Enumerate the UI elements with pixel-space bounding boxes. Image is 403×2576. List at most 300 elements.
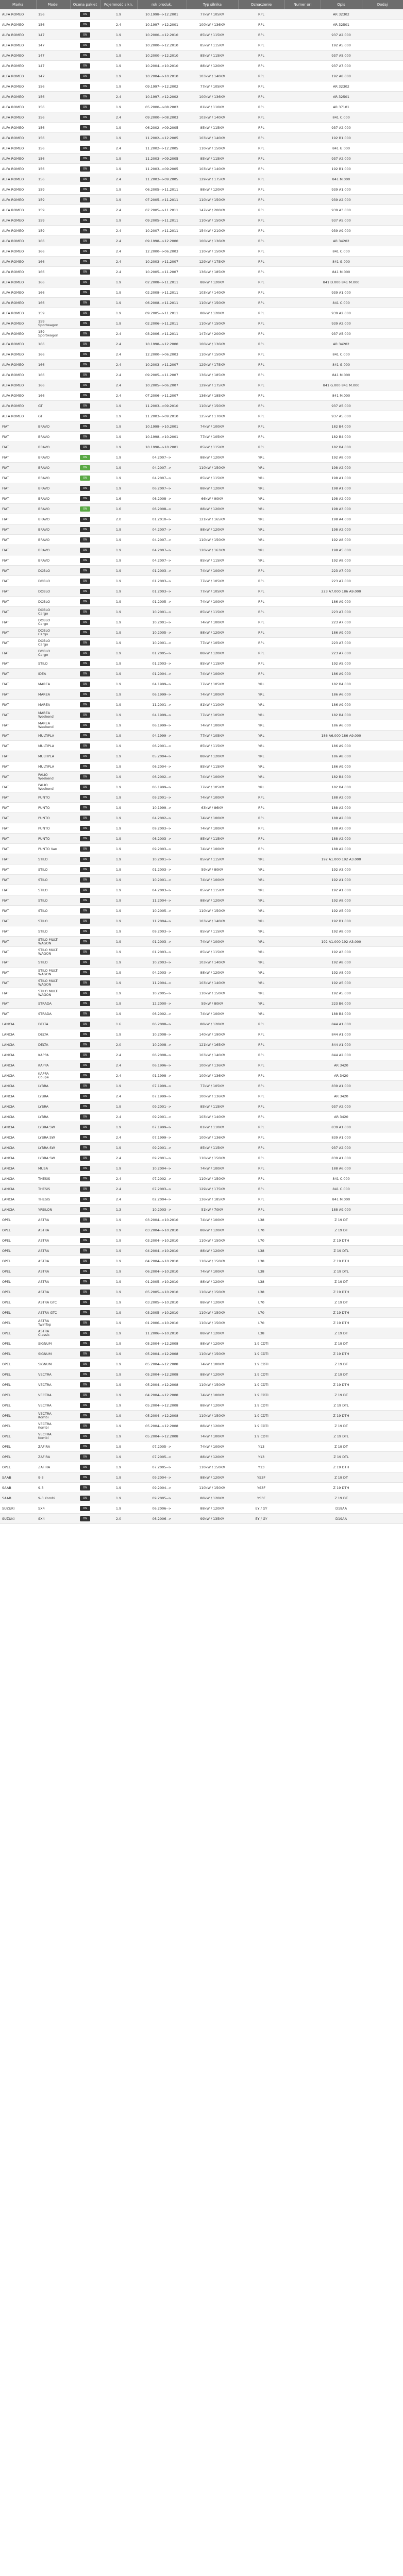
rating-badge[interactable]: ON <box>80 857 90 862</box>
cell-ocena[interactable] <box>70 421 100 432</box>
rating-badge[interactable]: ON <box>80 1042 90 1047</box>
rating-badge[interactable]: ON <box>80 1403 90 1408</box>
cell-ocena[interactable] <box>70 720 100 731</box>
cell-ocena[interactable] <box>70 473 100 483</box>
cell-ocena[interactable] <box>70 1338 100 1349</box>
cell-ocena[interactable] <box>70 380 100 391</box>
rating-badge[interactable]: ON <box>80 32 90 38</box>
rating-badge[interactable]: ON <box>80 816 90 821</box>
cell-ocena[interactable] <box>70 133 100 143</box>
rating-badge[interactable]: ON <box>80 1269 90 1274</box>
cell-ocena[interactable] <box>70 710 100 720</box>
cell-ocena[interactable] <box>70 318 100 329</box>
cell-ocena[interactable] <box>70 287 100 298</box>
cell-ocena[interactable] <box>70 1308 100 1318</box>
cell-ocena[interactable] <box>70 1256 100 1266</box>
rating-badge[interactable]: ON <box>80 414 90 419</box>
rating-badge[interactable]: ON <box>80 527 90 532</box>
cell-ocena[interactable] <box>70 1503 100 1514</box>
header-ocena[interactable]: Ocena pakiet <box>70 0 100 9</box>
cell-ocena[interactable] <box>70 1132 100 1143</box>
rating-badge[interactable]: ON <box>80 1228 90 1233</box>
header-oznaczenie[interactable]: Oznaczenie <box>238 0 284 9</box>
cell-ocena[interactable] <box>70 782 100 792</box>
cell-ocena[interactable] <box>70 1225 100 1235</box>
rating-badge[interactable]: ON <box>80 1444 90 1449</box>
cell-ocena[interactable] <box>70 679 100 689</box>
cell-ocena[interactable] <box>70 823 100 834</box>
cell-ocena[interactable] <box>70 545 100 555</box>
cell-ocena[interactable] <box>70 442 100 452</box>
rating-badge[interactable]: ON <box>80 1290 90 1295</box>
cell-ocena[interactable] <box>70 658 100 669</box>
rating-badge[interactable]: ON <box>80 269 90 275</box>
cell-ocena[interactable] <box>70 875 100 885</box>
cell-ocena[interactable] <box>70 803 100 813</box>
rating-badge[interactable]: ON <box>80 919 90 924</box>
cell-ocena[interactable] <box>70 329 100 339</box>
rating-badge[interactable]: ON <box>80 156 90 161</box>
cell-ocena[interactable] <box>70 854 100 865</box>
rating-badge[interactable]: ON <box>80 486 90 491</box>
rating-badge[interactable]: ON <box>80 393 90 398</box>
cell-ocena[interactable] <box>70 926 100 937</box>
rating-badge[interactable]: ON <box>80 331 90 336</box>
cell-ocena[interactable] <box>70 648 100 658</box>
rating-badge[interactable]: ON <box>80 1011 90 1016</box>
cell-ocena[interactable] <box>70 1194 100 1205</box>
cell-ocena[interactable] <box>70 1297 100 1308</box>
cell-ocena[interactable] <box>70 947 100 957</box>
rating-badge[interactable]: ON <box>80 290 90 295</box>
cell-ocena[interactable] <box>70 813 100 823</box>
rating-badge[interactable]: ON <box>80 1279 90 1284</box>
rating-badge[interactable]: ON <box>80 682 90 687</box>
rating-badge[interactable]: ON <box>80 671 90 676</box>
cell-ocena[interactable] <box>70 597 100 607</box>
header-numer[interactable]: Numer ori <box>284 0 321 9</box>
rating-badge[interactable]: ON <box>80 1104 90 1109</box>
cell-ocena[interactable] <box>70 761 100 772</box>
cell-ocena[interactable] <box>70 452 100 463</box>
cell-ocena[interactable] <box>70 1349 100 1359</box>
cell-ocena[interactable] <box>70 71 100 81</box>
rating-badge[interactable]: ON <box>80 424 90 429</box>
rating-badge[interactable]: ON <box>80 403 90 409</box>
rating-badge[interactable]: ON <box>80 1454 90 1460</box>
cell-ocena[interactable] <box>70 535 100 545</box>
cell-ocena[interactable] <box>70 1205 100 1215</box>
rating-badge[interactable]: ON <box>80 754 90 759</box>
rating-badge[interactable]: ON <box>80 1166 90 1171</box>
rating-badge[interactable]: ON <box>80 795 90 800</box>
cell-ocena[interactable] <box>70 1019 100 1029</box>
rating-badge[interactable]: ON <box>80 1187 90 1192</box>
rating-badge[interactable]: ON <box>80 991 90 996</box>
cell-ocena[interactable] <box>70 1112 100 1122</box>
cell-ocena[interactable] <box>70 257 100 267</box>
cell-ocena[interactable] <box>70 236 100 246</box>
cell-ocena[interactable] <box>70 267 100 277</box>
rating-badge[interactable]: ON <box>80 877 90 883</box>
rating-badge[interactable]: ON <box>80 22 90 27</box>
cell-ocena[interactable] <box>70 1235 100 1246</box>
cell-ocena[interactable] <box>70 865 100 875</box>
rating-badge[interactable]: ON <box>80 311 90 316</box>
rating-badge[interactable]: ON <box>80 651 90 656</box>
cell-ocena[interactable] <box>70 1359 100 1369</box>
rating-badge[interactable]: ON <box>80 476 90 481</box>
cell-ocena[interactable] <box>70 20 100 30</box>
rating-badge[interactable]: ON <box>80 774 90 779</box>
rating-badge[interactable]: ON <box>80 362 90 367</box>
rating-badge[interactable]: ON <box>80 249 90 254</box>
cell-ocena[interactable] <box>70 1091 100 1101</box>
rating-badge[interactable]: ON <box>80 743 90 749</box>
cell-ocena[interactable] <box>70 1462 100 1472</box>
cell-ocena[interactable] <box>70 555 100 566</box>
cell-ocena[interactable] <box>70 906 100 916</box>
rating-badge[interactable]: ON <box>80 1475 90 1480</box>
rating-badge[interactable]: ON <box>80 372 90 378</box>
rating-badge[interactable]: ON <box>80 1310 90 1315</box>
rating-badge[interactable]: ON <box>80 218 90 223</box>
cell-ocena[interactable] <box>70 689 100 700</box>
cell-ocena[interactable] <box>70 215 100 226</box>
rating-badge[interactable]: ON <box>80 1362 90 1367</box>
cell-ocena[interactable] <box>70 741 100 751</box>
rating-badge[interactable]: ON <box>80 1094 90 1099</box>
cell-ocena[interactable] <box>70 349 100 360</box>
cell-ocena[interactable] <box>70 277 100 287</box>
rating-badge[interactable]: ON <box>80 177 90 182</box>
rating-badge[interactable]: ON <box>80 579 90 584</box>
rating-badge[interactable]: ON <box>80 1259 90 1264</box>
cell-ocena[interactable] <box>70 401 100 411</box>
rating-badge[interactable]: ON <box>80 280 90 285</box>
cell-ocena[interactable] <box>70 1277 100 1287</box>
rating-badge[interactable]: ON <box>80 846 90 852</box>
rating-badge[interactable]: ON <box>80 1331 90 1336</box>
cell-ocena[interactable] <box>70 968 100 978</box>
rating-badge[interactable]: ON <box>80 1207 90 1212</box>
cell-ocena[interactable] <box>70 40 100 50</box>
rating-badge[interactable]: ON <box>80 548 90 553</box>
rating-badge[interactable]: ON <box>80 342 90 347</box>
cell-ocena[interactable] <box>70 483 100 494</box>
rating-badge[interactable]: ON <box>80 239 90 244</box>
rating-badge[interactable]: ON <box>80 1393 90 1398</box>
rating-badge[interactable]: ON <box>80 1351 90 1357</box>
cell-ocena[interactable] <box>70 463 100 473</box>
header-rok[interactable]: rok produk. <box>137 0 187 9</box>
rating-badge[interactable]: ON <box>80 1135 90 1140</box>
cell-ocena[interactable] <box>70 1060 100 1071</box>
cell-ocena[interactable] <box>70 834 100 844</box>
rating-badge[interactable]: ON <box>80 445 90 450</box>
rating-badge[interactable]: ON <box>80 146 90 151</box>
rating-badge[interactable]: ON <box>80 74 90 79</box>
cell-ocena[interactable] <box>70 1215 100 1225</box>
rating-badge[interactable]: ON <box>80 867 90 872</box>
rating-badge[interactable]: ON <box>80 929 90 934</box>
cell-ocena[interactable] <box>70 360 100 370</box>
cell-ocena[interactable] <box>70 885 100 895</box>
rating-badge[interactable]: ON <box>80 630 90 635</box>
rating-badge[interactable]: ON <box>80 785 90 790</box>
rating-badge[interactable]: ON <box>80 970 90 975</box>
cell-ocena[interactable] <box>70 772 100 782</box>
cell-ocena[interactable] <box>70 205 100 215</box>
rating-badge[interactable]: ON <box>80 620 90 625</box>
rating-badge[interactable]: ON <box>80 1372 90 1377</box>
rating-badge[interactable]: ON <box>80 723 90 728</box>
cell-ocena[interactable] <box>70 628 100 638</box>
cell-ocena[interactable] <box>70 1246 100 1256</box>
rating-badge[interactable]: ON <box>80 939 90 944</box>
cell-ocena[interactable] <box>70 617 100 628</box>
rating-badge[interactable]: ON <box>80 455 90 460</box>
rating-badge[interactable]: ON <box>80 589 90 594</box>
rating-badge[interactable]: ON <box>80 105 90 110</box>
rating-badge[interactable]: ON <box>80 537 90 543</box>
rating-badge[interactable]: ON <box>80 1145 90 1150</box>
rating-badge[interactable]: ON <box>80 1114 90 1120</box>
rating-badge[interactable]: ON <box>80 960 90 965</box>
cell-ocena[interactable] <box>70 638 100 648</box>
rating-badge[interactable]: ON <box>80 1382 90 1387</box>
cell-ocena[interactable] <box>70 123 100 133</box>
cell-ocena[interactable] <box>70 1153 100 1163</box>
rating-badge[interactable]: ON <box>80 836 90 841</box>
cell-ocena[interactable] <box>70 731 100 741</box>
rating-badge[interactable]: ON <box>80 1073 90 1078</box>
cell-ocena[interactable] <box>70 566 100 576</box>
cell-ocena[interactable] <box>70 607 100 617</box>
rating-badge[interactable]: ON <box>80 517 90 522</box>
rating-badge[interactable]: ON <box>80 115 90 120</box>
rating-badge[interactable]: ON <box>80 764 90 769</box>
rating-badge[interactable]: ON <box>80 187 90 192</box>
cell-ocena[interactable] <box>70 184 100 195</box>
rating-badge[interactable]: ON <box>80 898 90 903</box>
cell-ocena[interactable] <box>70 1442 100 1452</box>
rating-badge[interactable]: ON <box>80 805 90 810</box>
rating-badge[interactable]: ON <box>80 228 90 233</box>
cell-ocena[interactable] <box>70 370 100 380</box>
rating-badge[interactable]: ON <box>80 1248 90 1253</box>
cell-ocena[interactable] <box>70 298 100 308</box>
rating-badge[interactable]: ON <box>80 950 90 955</box>
cell-ocena[interactable] <box>70 1421 100 1431</box>
cell-ocena[interactable] <box>70 1431 100 1442</box>
cell-ocena[interactable] <box>70 1400 100 1411</box>
rating-badge[interactable]: ON <box>80 661 90 666</box>
cell-ocena[interactable] <box>70 1163 100 1174</box>
cell-ocena[interactable] <box>70 143 100 154</box>
rating-badge[interactable]: ON <box>80 609 90 615</box>
cell-ocena[interactable] <box>70 411 100 421</box>
header-marka[interactable]: Marka <box>0 0 36 9</box>
cell-ocena[interactable] <box>70 195 100 205</box>
cell-ocena[interactable] <box>70 81 100 92</box>
header-model[interactable]: Model <box>36 0 70 9</box>
cell-ocena[interactable] <box>70 92 100 102</box>
cell-ocena[interactable] <box>70 9 100 20</box>
cell-ocena[interactable] <box>70 494 100 504</box>
header-typ[interactable]: Typ silnika <box>187 0 238 9</box>
rating-badge[interactable]: ON <box>80 1083 90 1089</box>
cell-ocena[interactable] <box>70 1184 100 1194</box>
cell-ocena[interactable] <box>70 1174 100 1184</box>
cell-ocena[interactable] <box>70 916 100 926</box>
cell-ocena[interactable] <box>70 339 100 349</box>
rating-badge[interactable]: ON <box>80 1413 90 1418</box>
rating-badge[interactable]: ON <box>80 125 90 130</box>
cell-ocena[interactable] <box>70 308 100 318</box>
cell-ocena[interactable] <box>70 524 100 535</box>
cell-ocena[interactable] <box>70 792 100 803</box>
cell-ocena[interactable] <box>70 895 100 906</box>
rating-badge[interactable]: ON <box>80 53 90 58</box>
cell-ocena[interactable] <box>70 1101 100 1112</box>
cell-ocena[interactable] <box>70 174 100 184</box>
rating-badge[interactable]: ON <box>80 733 90 738</box>
rating-badge[interactable]: ON <box>80 352 90 357</box>
rating-badge[interactable]: ON <box>80 1465 90 1470</box>
cell-ocena[interactable] <box>70 50 100 61</box>
cell-ocena[interactable] <box>70 61 100 71</box>
cell-ocena[interactable] <box>70 1472 100 1483</box>
rating-badge[interactable]: ON <box>80 496 90 501</box>
cell-ocena[interactable] <box>70 164 100 174</box>
cell-ocena[interactable] <box>70 1483 100 1493</box>
cell-ocena[interactable] <box>70 1369 100 1380</box>
cell-ocena[interactable] <box>70 226 100 236</box>
rating-badge[interactable]: ON <box>80 465 90 470</box>
cell-ocena[interactable] <box>70 1122 100 1132</box>
rating-badge[interactable]: ON <box>80 166 90 172</box>
rating-badge[interactable]: ON <box>80 1001 90 1006</box>
rating-badge[interactable]: ON <box>80 1053 90 1058</box>
cell-ocena[interactable] <box>70 30 100 40</box>
cell-ocena[interactable] <box>70 432 100 442</box>
cell-ocena[interactable] <box>70 937 100 947</box>
cell-ocena[interactable] <box>70 1328 100 1338</box>
rating-badge[interactable]: ON <box>80 1485 90 1490</box>
cell-ocena[interactable] <box>70 246 100 257</box>
cell-ocena[interactable] <box>70 586 100 597</box>
rating-badge[interactable]: ON <box>80 84 90 89</box>
rating-badge[interactable]: ON <box>80 980 90 986</box>
rating-badge[interactable]: ON <box>80 888 90 893</box>
cell-ocena[interactable] <box>70 154 100 164</box>
cell-ocena[interactable] <box>70 700 100 710</box>
rating-badge[interactable]: ON <box>80 300 90 306</box>
cell-ocena[interactable] <box>70 844 100 854</box>
rating-badge[interactable]: ON <box>80 713 90 718</box>
rating-badge[interactable]: ON <box>80 94 90 99</box>
rating-badge[interactable]: ON <box>80 568 90 573</box>
rating-badge[interactable]: ON <box>80 1197 90 1202</box>
rating-badge[interactable]: ON <box>80 702 90 707</box>
rating-badge[interactable]: ON <box>80 12 90 17</box>
cell-ocena[interactable] <box>70 1071 100 1081</box>
rating-badge[interactable]: ON <box>80 43 90 48</box>
cell-ocena[interactable] <box>70 669 100 679</box>
rating-badge[interactable]: ON <box>80 197 90 202</box>
cell-ocena[interactable] <box>70 1287 100 1297</box>
header-dodaj[interactable]: Dodaj <box>362 0 403 9</box>
rating-badge[interactable]: ON <box>80 640 90 646</box>
cell-ocena[interactable] <box>70 1040 100 1050</box>
rating-badge[interactable]: ON <box>80 1176 90 1181</box>
cell-ocena[interactable] <box>70 978 100 988</box>
rating-badge[interactable]: ON <box>80 1516 90 1521</box>
rating-badge[interactable]: ON <box>80 1156 90 1161</box>
rating-badge[interactable]: ON <box>80 1434 90 1439</box>
rating-badge[interactable]: ON <box>80 321 90 326</box>
rating-badge[interactable]: ON <box>80 1506 90 1511</box>
cell-ocena[interactable] <box>70 391 100 401</box>
header-opis[interactable]: Opis <box>321 0 362 9</box>
rating-badge[interactable]: ON <box>80 506 90 512</box>
rating-badge[interactable]: ON <box>80 208 90 213</box>
cell-ocena[interactable] <box>70 1411 100 1421</box>
rating-badge[interactable]: ON <box>80 135 90 141</box>
cell-ocena[interactable] <box>70 1009 100 1019</box>
rating-badge[interactable]: ON <box>80 1063 90 1068</box>
cell-ocena[interactable] <box>70 514 100 524</box>
cell-ocena[interactable] <box>70 1266 100 1277</box>
rating-badge[interactable]: ON <box>80 1125 90 1130</box>
rating-badge[interactable]: ON <box>80 1496 90 1501</box>
cell-ocena[interactable] <box>70 1081 100 1091</box>
rating-badge[interactable]: ON <box>80 692 90 697</box>
rating-badge[interactable]: ON <box>80 599 90 604</box>
rating-badge[interactable]: ON <box>80 826 90 831</box>
rating-badge[interactable]: ON <box>80 1022 90 1027</box>
cell-ocena[interactable] <box>70 112 100 123</box>
rating-badge[interactable]: ON <box>80 434 90 439</box>
cell-ocena[interactable] <box>70 102 100 112</box>
rating-badge[interactable]: ON <box>80 558 90 563</box>
cell-ocena[interactable] <box>70 1143 100 1153</box>
cell-ocena[interactable] <box>70 957 100 968</box>
cell-ocena[interactable] <box>70 1493 100 1503</box>
rating-badge[interactable]: ON <box>80 1341 90 1346</box>
rating-badge[interactable]: ON <box>80 1217 90 1223</box>
cell-ocena[interactable] <box>70 1380 100 1390</box>
cell-ocena[interactable] <box>70 988 100 998</box>
rating-badge[interactable]: ON <box>80 1320 90 1326</box>
rating-badge[interactable]: ON <box>80 383 90 388</box>
rating-badge[interactable]: ON <box>80 259 90 264</box>
cell-ocena[interactable] <box>70 1318 100 1328</box>
header-pojemnosc[interactable]: Pojemność sikn. <box>100 0 137 9</box>
cell-ocena[interactable] <box>70 1050 100 1060</box>
cell-ocena[interactable] <box>70 751 100 761</box>
cell-ocena[interactable] <box>70 1514 100 1524</box>
cell-ocena[interactable] <box>70 504 100 514</box>
cell-ocena[interactable] <box>70 1390 100 1400</box>
rating-badge[interactable]: ON <box>80 1423 90 1429</box>
cell-ocena[interactable] <box>70 1029 100 1040</box>
rating-badge[interactable]: ON <box>80 1238 90 1243</box>
cell-ocena[interactable] <box>70 998 100 1009</box>
rating-badge[interactable]: ON <box>80 1032 90 1037</box>
rating-badge[interactable]: ON <box>80 63 90 69</box>
